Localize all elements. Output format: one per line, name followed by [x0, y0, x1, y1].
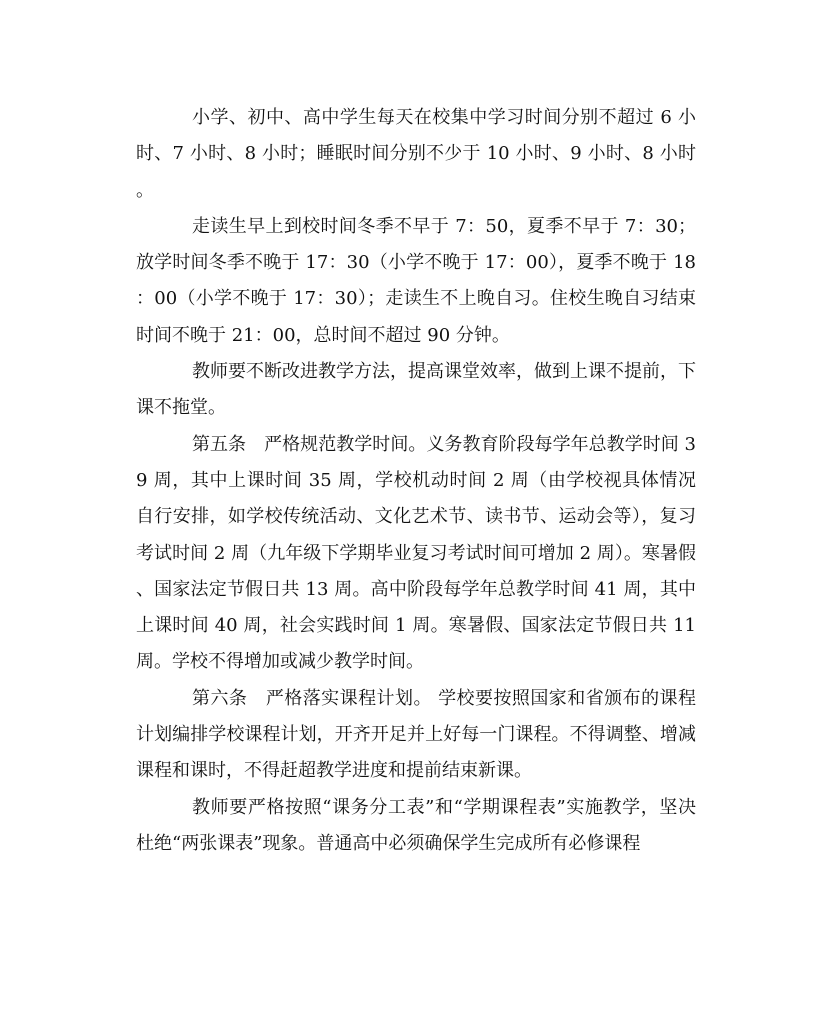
paragraph-course-schedule: 教师要严格按照“课务分工表”和“学期课程表”实施教学，坚决杜绝“两张课表”现象。普通高中必须确保学生完成所有必修课程	[136, 796, 696, 854]
document-body	[136, 100, 696, 862]
paragraph-study-hours: 小学、初中、高中学生每天在校集中学习时间分别不超过 6 小时、7 小时、8 小时；睡眠时间分别不少于 10 小时、9 小时、8 小时。	[136, 107, 696, 201]
paragraph-teaching-methods: 教师要不断改进教学方法，提高课堂效率，做到上课不提前，下课不拖堂。	[136, 361, 696, 419]
paragraph-article-six: 第六条 严格落实课程计划。 学校要按照国家和省颁布的课程计划编排学校课程计划，开齐开足并上好每一门课程。不得调整、增减课程和课时，不得赶超教学进度和提前结束新课。	[136, 687, 696, 782]
paragraph-article-five: 第五条 严格规范教学时间。义务教育阶段每学年总教学时间 39 周，其中上课时间 35 周，学校机动时间 2 周（由学校视具体情况自行安排，如学校传统活动、文化艺术节、读书节、运动会等），复习考试时间 2 周（九年级下学期毕业复习考试时间可增加 2 周）。寒暑假、国家法定节假日共 13 周。高中阶段每学年总教学时间 41 周，其中上课时间 40 周，社会实践时间 1 周。寒暑假、国家法定节假日共 11 周。学校不得增加或减少教学时间。	[136, 433, 696, 673]
paragraph-arrival-times: 走读生早上到校时间冬季不早于 7：50，夏季不早于 7：30；放学时间冬季不晚于 17：30（小学不晚于 17：00），夏季不晚于 18：00（小学不晚于 17：30）；走读生不上晚自习。住校生晚自习结束时间不晚于 21：00，总时间不超过 90 分钟。	[136, 215, 696, 346]
